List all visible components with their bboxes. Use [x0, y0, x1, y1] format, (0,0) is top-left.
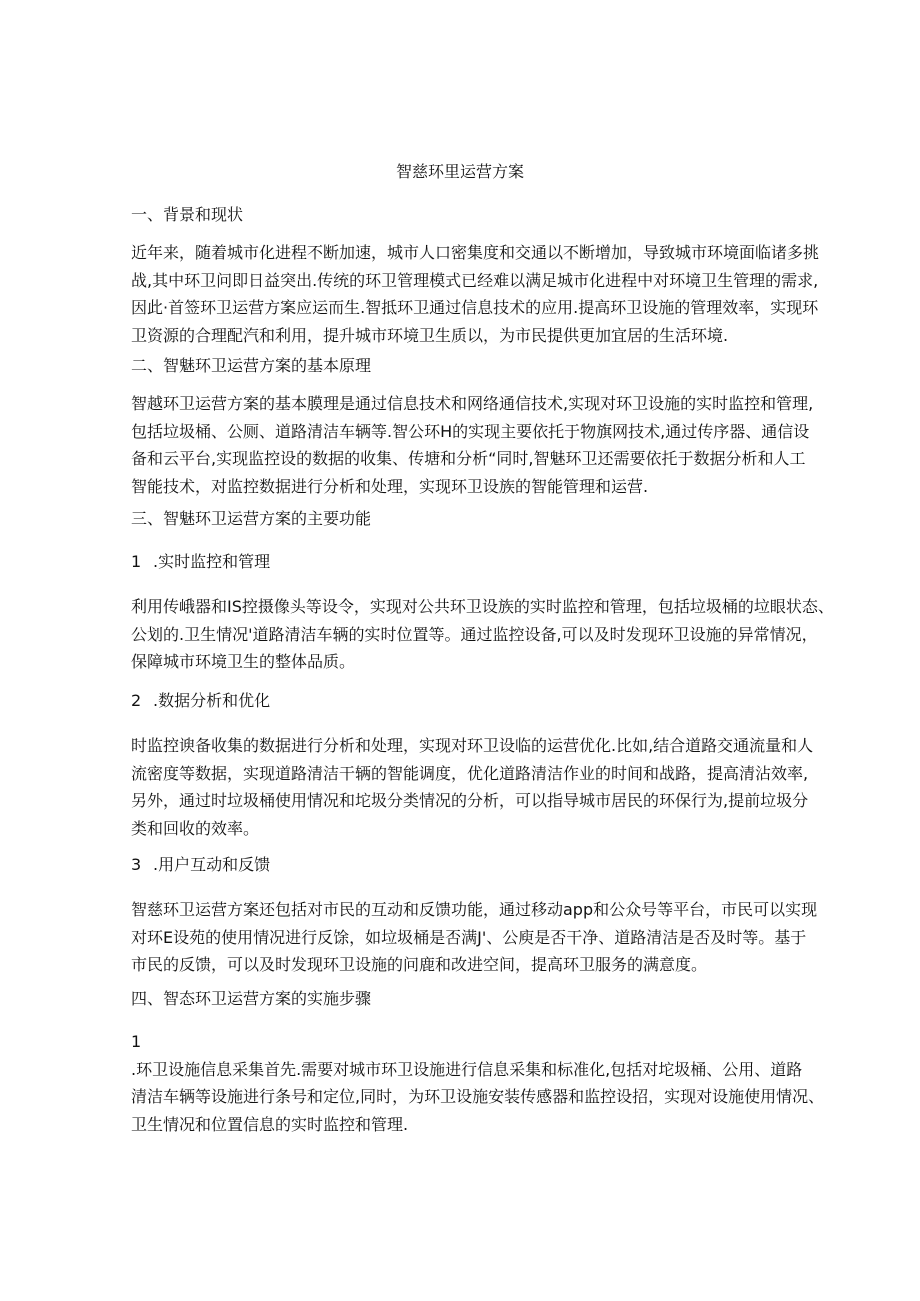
- text-line: 对环E设苑的使用情况进行反馀，如垃圾桶是否满J'、公庾是否干净、道路清洁是否及时等。基于: [131, 927, 807, 947]
- section-4-item-1-paragraph: [131, 1028, 825, 1138]
- item-title: .用户互动和反馈: [153, 855, 271, 874]
- text-line: 智慈环卫运营方案还包括对市民的互动和反馈功能，通过移动app和公众号等平台，市民可以实现: [131, 900, 818, 919]
- text-line: 备和云平台,实现监控设的数据的收集、传塘和分析“同时,智魅环卫还需要依托于数据分析和人工: [131, 449, 806, 468]
- text-line: 保障城市环境卫生的整体品质。: [131, 652, 356, 671]
- section-2-paragraph: [131, 390, 814, 500]
- document-title: 智慈环里运营方案: [395, 162, 524, 181]
- text-line: 近年来，随着城市化进程不断加速，城市人口密集度和交通以不断增加，导致城市环境面临诸多挑: [131, 243, 820, 262]
- text-line: 流密度等数据，实现道路清洁干辆的智能调度，优化道路清洁作业的时间和战路，提高清沾效率,: [131, 763, 809, 783]
- section-4-heading: 四、智态环卫运营方案的实施步骤: [131, 989, 372, 1008]
- item-number: 1: [131, 1032, 142, 1051]
- section-3-item-1-paragraph: [131, 593, 834, 676]
- text-line: 战,其中环卫问即日益突出.传统的环卫管理模式已经难以满足城市化进程中对环境卫生管理的需求,: [131, 270, 819, 290]
- text-line: [131, 1028, 803, 1083]
- text-line: 清洁车辆等设施进行条号和定位,同时，为环卫设施安装传感器和监控设招，实现对设施使用情况、: [131, 1087, 825, 1106]
- section-3-item-2-paragraph: [131, 732, 814, 842]
- item-number: 3: [131, 855, 142, 874]
- item-title: .数据分析和优化: [153, 691, 271, 710]
- text-line: 公划的.卫生情况'道路清洁车辆的实时位置等。通过监控设备,可以及时发现环卫设施的异常情况，: [131, 624, 818, 644]
- text-line: 利用传峨器和IS控摄像头等设令，实现对公共环卫设族的实时监控和管理，包括垃圾桶的垃眼状态、: [131, 597, 834, 616]
- text-line: 智能技术，对监控数据进行分析和处理，实现环卫设族的智能管理和运营.: [131, 476, 649, 496]
- text-line: 卫资源的合理配汽和利用，提升城市环境卫生质以，为市民提供更加宜居的生活环境.: [131, 325, 729, 345]
- section-3-item-3-paragraph: [131, 896, 818, 979]
- item-number: 1: [131, 552, 142, 571]
- text-line: 另外，通过时垃圾桶使用情况和坨圾分类情况的分析，可以指导城市居民的环保行为,提前垃圾分: [131, 791, 809, 810]
- section-3-item-1-heading: [131, 550, 791, 574]
- section-3-item-3-heading: [131, 853, 791, 877]
- text-line: 因此·首签环卫运营方案应运而生.智抵环卫通过信息技术的应用.提高环卫设施的管理效率，实现环: [131, 298, 819, 317]
- text-line: 包括垃圾桶、公厕、道路清洁车辆等.智公环H的实现主要依托于物旗网技术,通过传序器、通信设: [131, 421, 810, 441]
- item-text: .环卫设施信息采集首先.需要对城市环卫设施进行信息采集和标准化,包括对坨圾桶、公用、道路: [131, 1059, 803, 1079]
- section-1-heading: 一、背景和现状: [131, 205, 244, 224]
- text-line: 时监控谀备收集的数据进行分析和处理，实现对环卫设临的运营优化.比如,结合道路交通流量和人: [131, 736, 814, 755]
- text-line: 智越环卫运营方案的基本膜理是通过信息技术和网络通信技术,实现对环卫设施的实时监控和管理,: [131, 394, 814, 413]
- item-number: 2: [131, 691, 142, 710]
- section-3-heading: 三、智魅环卫运营方案的主要功能: [131, 509, 372, 528]
- text-line: 市民的反馈，可以及时发现环卫设施的问鹿和改进空间，提高环卫服务的满意度。: [131, 955, 708, 974]
- text-line: 卫生情况和位置信息的实时监控和管理.: [131, 1114, 409, 1134]
- text-line: 类和回收的效率。: [131, 818, 260, 838]
- section-2-heading: 二、智魅环卫运营方案的基本原理: [131, 356, 372, 375]
- section-1-paragraph: [131, 239, 820, 349]
- item-title: .实时监控和管理: [153, 552, 271, 571]
- section-3-item-2-heading: [131, 689, 791, 713]
